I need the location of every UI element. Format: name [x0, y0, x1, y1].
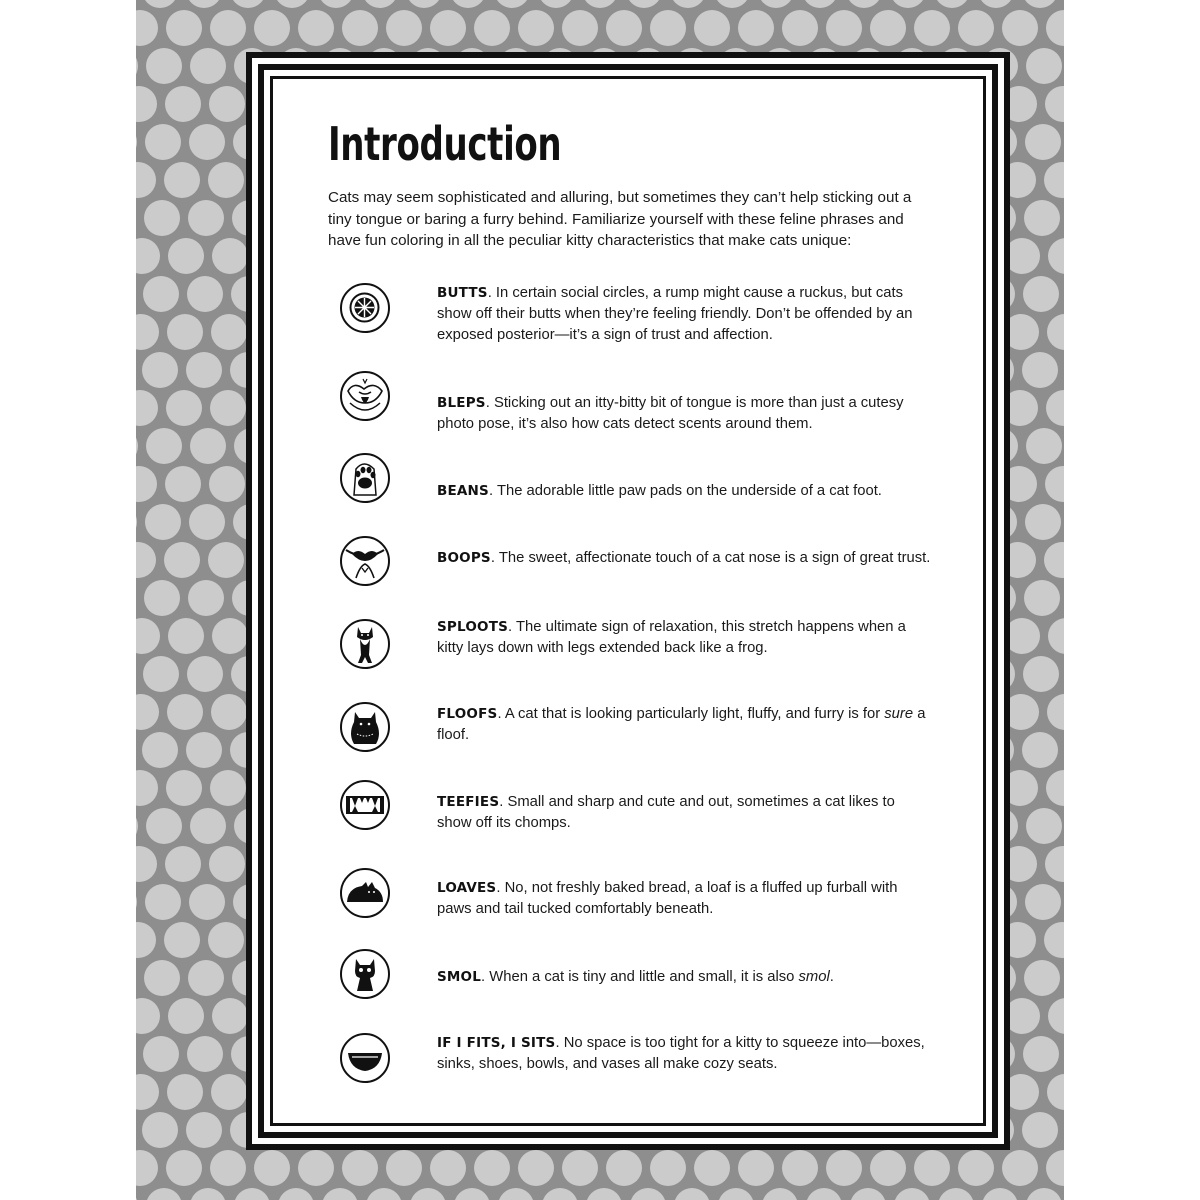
pattern-dot — [1048, 238, 1064, 274]
pattern-dot — [758, 0, 794, 8]
pattern-dot — [366, 1188, 402, 1200]
pattern-dot — [209, 86, 245, 122]
pattern-dot — [210, 1150, 246, 1186]
pattern-dot — [1044, 922, 1064, 958]
pattern-dot — [1022, 0, 1058, 8]
pattern-dot — [166, 390, 202, 426]
pattern-dot — [870, 10, 906, 46]
pattern-dot — [362, 0, 398, 8]
pattern-dot — [342, 1150, 378, 1186]
pattern-dot — [168, 998, 204, 1034]
pattern-dot — [164, 542, 200, 578]
pattern-dot — [230, 0, 266, 8]
pattern-dot — [167, 1074, 203, 1110]
pattern-dot — [188, 580, 224, 616]
pattern-dot — [850, 1188, 886, 1200]
pattern-dot — [136, 238, 160, 274]
pattern-dot — [146, 1188, 182, 1200]
entry-text: BOOPS. The sweet, affectionate touch of a cat nose is a sign of great trust. — [437, 550, 931, 566]
pattern-dot — [1022, 732, 1058, 768]
glossary-entry-bleps — [340, 371, 940, 431]
pattern-dot — [430, 10, 466, 46]
pattern-dot — [211, 694, 247, 730]
pattern-dot — [1026, 48, 1062, 84]
pattern-dot — [186, 732, 222, 768]
entry-text: TEEFIES. Small and sharp and cute and out, sometimes a cat likes to show off its chomps. — [437, 794, 895, 831]
glossary-entry-floofs — [340, 702, 940, 762]
pattern-dot — [1022, 1112, 1058, 1148]
pattern-dot — [670, 0, 706, 8]
pattern-dot — [187, 1036, 223, 1072]
pattern-dot — [846, 0, 882, 8]
pattern-dot — [714, 0, 750, 8]
pattern-dot — [450, 0, 486, 8]
page-title: Introduction — [328, 117, 562, 171]
pattern-dot — [188, 200, 224, 236]
teeth-icon — [340, 780, 390, 830]
pattern-dot — [298, 1150, 334, 1186]
pattern-dot — [1047, 314, 1064, 350]
pattern-dot — [826, 1150, 862, 1186]
pattern-dot — [1045, 846, 1064, 882]
pattern-dot — [142, 1112, 178, 1148]
pattern-dot — [136, 48, 138, 84]
pattern-dot — [142, 0, 178, 8]
pattern-dot — [1046, 390, 1064, 426]
pattern-dot — [958, 1150, 994, 1186]
sploot-icon — [340, 619, 390, 669]
pattern-dot — [209, 466, 245, 502]
pattern-dot — [1025, 124, 1061, 160]
pattern-dot — [650, 1150, 686, 1186]
bowl-icon — [340, 1033, 390, 1083]
pattern-dot — [145, 124, 181, 160]
pattern-dot — [186, 1112, 222, 1148]
loaf-icon — [340, 868, 390, 918]
entry-text: BEANS. The adorable little paw pads on the underside of a cat foot. — [437, 483, 882, 499]
paw-icon — [340, 453, 390, 503]
pattern-dot — [254, 10, 290, 46]
floof-icon — [340, 702, 390, 752]
pattern-dot — [136, 162, 156, 198]
pattern-dot — [212, 618, 248, 654]
pattern-dot — [143, 1036, 179, 1072]
pattern-dot — [606, 1150, 642, 1186]
pattern-dot — [136, 124, 137, 160]
pattern-dot — [410, 1188, 446, 1200]
pattern-dot — [234, 1188, 270, 1200]
pattern-dot — [136, 1150, 158, 1186]
pattern-dot — [144, 580, 180, 616]
pattern-dot — [145, 504, 181, 540]
pattern-dot — [136, 998, 160, 1034]
pattern-dot — [189, 124, 225, 160]
pattern-dot — [674, 1188, 710, 1200]
pattern-dot — [650, 10, 686, 46]
pattern-dot — [145, 884, 181, 920]
pattern-dot — [1026, 428, 1062, 464]
pattern-dot — [538, 0, 574, 8]
pattern-dot — [474, 10, 510, 46]
pattern-dot — [1026, 1188, 1062, 1200]
pattern-dot — [494, 0, 530, 8]
pattern-dot — [1047, 694, 1064, 730]
pattern-dot — [210, 770, 246, 806]
pattern-dot — [298, 10, 334, 46]
pattern-dot — [782, 10, 818, 46]
pattern-dot — [144, 200, 180, 236]
pattern-dot — [1045, 466, 1064, 502]
pattern-dot — [454, 1188, 490, 1200]
pattern-dot — [342, 10, 378, 46]
pattern-dot — [168, 238, 204, 274]
pattern-dot — [1044, 542, 1064, 578]
pattern-dot — [586, 1188, 622, 1200]
pattern-dot — [1023, 1036, 1059, 1072]
pattern-dot — [190, 1188, 226, 1200]
pattern-dot — [136, 504, 137, 540]
pattern-dot — [167, 694, 203, 730]
pattern-dot — [212, 238, 248, 274]
pattern-dot — [762, 1188, 798, 1200]
pattern-dot — [254, 1150, 290, 1186]
pattern-dot — [165, 846, 201, 882]
entry-term: IF I FITS, I SITS — [437, 1035, 556, 1051]
pattern-dot — [136, 922, 156, 958]
pattern-dot — [938, 1188, 974, 1200]
pattern-dot — [1026, 808, 1062, 844]
pattern-dot — [914, 1150, 950, 1186]
pattern-dot — [136, 314, 159, 350]
pattern-dot — [164, 922, 200, 958]
pattern-dot — [430, 1150, 466, 1186]
pattern-dot — [210, 390, 246, 426]
butt-icon — [340, 283, 390, 333]
pattern-dot — [143, 656, 179, 692]
blep-icon — [340, 371, 390, 421]
pattern-dot — [978, 0, 1014, 8]
pattern-dot — [189, 884, 225, 920]
pattern-dot — [1022, 352, 1058, 388]
pattern-dot — [694, 1150, 730, 1186]
pattern-dot — [190, 808, 226, 844]
pattern-dot — [406, 0, 442, 8]
pattern-dot — [208, 162, 244, 198]
entry-term: FLOOFS — [437, 706, 498, 722]
pattern-dot — [1044, 162, 1064, 198]
pattern-dot — [1024, 200, 1060, 236]
pattern-dot — [894, 1188, 930, 1200]
pattern-dot — [386, 1150, 422, 1186]
pattern-dot — [146, 428, 182, 464]
pattern-dot — [318, 0, 354, 8]
glossary-entry-butts — [340, 283, 940, 343]
pattern-dot — [914, 10, 950, 46]
entry-term: BOOPS — [437, 550, 491, 566]
pattern-dot — [518, 10, 554, 46]
pattern-dot — [136, 770, 158, 806]
pattern-dot — [474, 1150, 510, 1186]
pattern-dot — [187, 276, 223, 312]
pattern-dot — [136, 86, 157, 122]
pattern-dot — [782, 1150, 818, 1186]
pattern-dot — [136, 846, 157, 882]
pattern-dot — [806, 1188, 842, 1200]
pattern-dot — [190, 428, 226, 464]
pattern-dot — [1002, 1150, 1038, 1186]
pattern-dot — [211, 1074, 247, 1110]
pattern-dot — [142, 732, 178, 768]
pattern-dot — [1046, 1150, 1064, 1186]
pattern-dot — [143, 276, 179, 312]
entry-term: SMOL — [437, 969, 482, 985]
pattern-dot — [870, 1150, 906, 1186]
pattern-dot — [890, 0, 926, 8]
pattern-dot — [136, 694, 159, 730]
intro-paragraph: Cats may seem sophisticated and alluring, but sometimes they can’t help sticking out a tiny tongue or baring a furry behind. Familiarize yourself with these feline phrases and have fun coloring in all the peculiar kitty characteristics that make cats unique: — [328, 189, 912, 249]
pattern-dot — [802, 0, 838, 8]
pattern-dot — [274, 0, 310, 8]
pattern-dot — [582, 0, 618, 8]
pattern-dot — [718, 1188, 754, 1200]
entry-text: IF I FITS, I SITS. No space is too tight for a kitty to squeeze into—boxes, sinks, shoes, bowls, and vases all make cozy seats. — [437, 1035, 925, 1072]
pattern-dot — [187, 656, 223, 692]
pattern-dot — [165, 466, 201, 502]
entry-term: TEEFIES — [437, 794, 500, 810]
pattern-dot — [1046, 10, 1064, 46]
pattern-dot — [142, 352, 178, 388]
pattern-dot — [322, 1188, 358, 1200]
glossary-entry-if-i-fits — [340, 1033, 940, 1093]
pattern-dot — [166, 1150, 202, 1186]
pattern-dot — [562, 1150, 598, 1186]
pattern-dot — [1048, 998, 1064, 1034]
pattern-dot — [211, 314, 247, 350]
pattern-dot — [542, 1188, 578, 1200]
pattern-dot — [167, 314, 203, 350]
pattern-dot — [212, 998, 248, 1034]
glossary-entry-sploots — [340, 619, 940, 679]
entry-text: FLOOFS. A cat that is looking particularly light, fluffy, and furry is for sure a floof. — [437, 706, 926, 743]
pattern-dot — [1047, 1074, 1064, 1110]
pattern-dot — [1024, 960, 1060, 996]
pattern-dot — [738, 1150, 774, 1186]
pattern-dot — [136, 542, 156, 578]
pattern-dot — [626, 0, 662, 8]
pattern-dot — [386, 10, 422, 46]
pattern-dot — [136, 428, 138, 464]
entry-term: BLEPS — [437, 395, 486, 411]
pattern-dot — [146, 808, 182, 844]
pattern-dot — [189, 504, 225, 540]
pattern-dot — [146, 48, 182, 84]
pattern-dot — [1025, 504, 1061, 540]
pattern-dot — [210, 10, 246, 46]
small-cat-icon — [340, 949, 390, 999]
pattern-dot — [1045, 86, 1064, 122]
glossary-entry-teefies — [340, 780, 940, 840]
pattern-dot — [518, 1150, 554, 1186]
nose-boop-icon — [340, 536, 390, 586]
pattern-dot — [958, 10, 994, 46]
pattern-dot — [1023, 656, 1059, 692]
pattern-dot — [738, 10, 774, 46]
pattern-dot — [606, 10, 642, 46]
entry-text: BLEPS. Sticking out an itty-bitty bit of tongue is more than just a cutesy photo pose, it’s also how cats detect scents around them. — [437, 395, 904, 432]
pattern-dot — [1024, 580, 1060, 616]
entry-text: LOAVES. No, not freshly baked bread, a loaf is a fluffed up furball with paws and tail tucked comfortably beneath. — [437, 880, 898, 917]
pattern-dot — [136, 10, 158, 46]
pattern-dot — [136, 808, 138, 844]
pattern-dot — [164, 162, 200, 198]
pattern-dot — [136, 1074, 159, 1110]
pattern-dot — [136, 884, 137, 920]
pattern-dot — [209, 846, 245, 882]
pattern-dot — [166, 10, 202, 46]
entry-term: BUTTS — [437, 285, 488, 301]
pattern-dot — [694, 10, 730, 46]
entry-term: LOAVES — [437, 880, 497, 896]
pattern-dot — [165, 86, 201, 122]
pattern-dot — [498, 1188, 534, 1200]
pattern-dot — [934, 0, 970, 8]
glossary-entry-beans — [340, 453, 940, 513]
pattern-dot — [186, 0, 222, 8]
entry-term: SPLOOTS — [437, 619, 509, 635]
pattern-dot — [826, 10, 862, 46]
pattern-dot — [190, 48, 226, 84]
pattern-dot — [1048, 618, 1064, 654]
pattern-dot — [136, 390, 158, 426]
pattern-dot — [144, 960, 180, 996]
pattern-dot — [136, 618, 160, 654]
pattern-dot — [1002, 10, 1038, 46]
pattern-dot — [136, 1188, 138, 1200]
pattern-dot — [166, 770, 202, 806]
pattern-dot — [136, 466, 157, 502]
pattern-dot — [186, 352, 222, 388]
pattern-dot — [1046, 770, 1064, 806]
entry-text: BUTTS. In certain social circles, a rump might cause a ruckus, but cats show off their butts when they’re feeling friendly. Don’t be offended by an exposed posterior—it’s a sign of trust and affection. — [437, 285, 913, 343]
pattern-dot — [982, 1188, 1018, 1200]
entry-text: SMOL. When a cat is tiny and little and small, it is also smol. — [437, 969, 834, 985]
pattern-dot — [188, 960, 224, 996]
entry-term: BEANS — [437, 483, 489, 499]
pattern-dot — [1025, 884, 1061, 920]
entry-text: SPLOOTS. The ultimate sign of relaxation, this stretch happens when a kitty lays down with legs extended back like a frog. — [437, 619, 906, 656]
pattern-dot — [630, 1188, 666, 1200]
pattern-dot — [278, 1188, 314, 1200]
pattern-dot — [168, 618, 204, 654]
glossary-entry-smol — [340, 949, 940, 1009]
pattern-dot — [1023, 276, 1059, 312]
pattern-dot — [208, 922, 244, 958]
pattern-dot — [562, 10, 598, 46]
pattern-dot — [208, 542, 244, 578]
glossary-entry-loaves — [340, 868, 940, 928]
glossary-entry-boops — [340, 536, 940, 596]
